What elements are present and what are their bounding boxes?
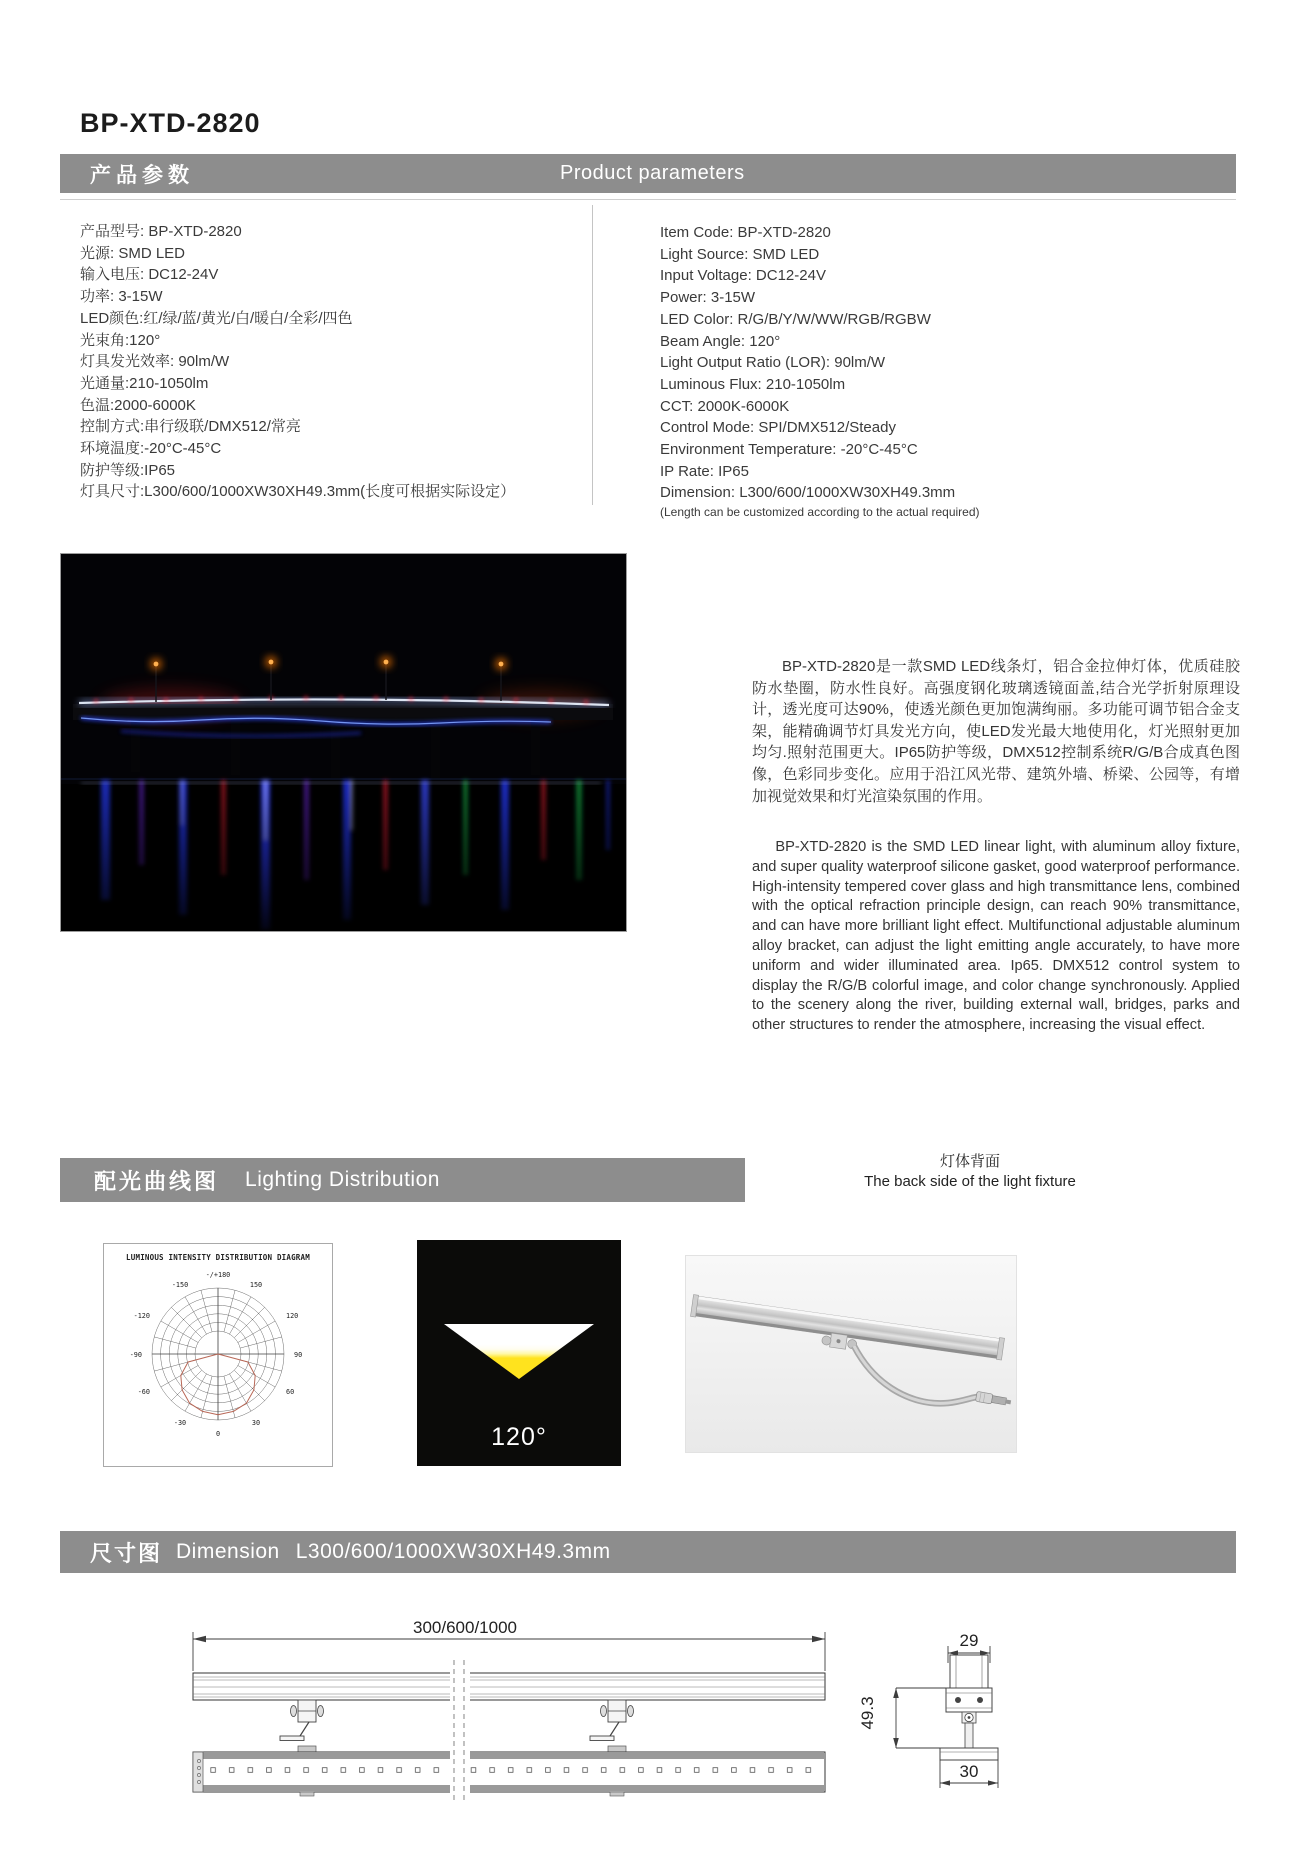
beam-diagram xyxy=(417,1240,621,1466)
header-underline xyxy=(60,199,1236,200)
dim-label-width: 29 xyxy=(959,1631,979,1650)
polar-label-120: 120 xyxy=(286,1312,299,1320)
dim-label-base: 30 xyxy=(959,1762,979,1781)
spec-en-row: IP Rate: IP65 xyxy=(660,462,749,480)
dim-header-size: L300/600/1000XW30XH49.3mm xyxy=(295,1540,611,1563)
spec-en-row: CCT: 2000K-6000K xyxy=(660,397,790,415)
spec-en-row: Environment Temperature: -20°C-45°C xyxy=(660,441,918,459)
spec-zh-row: 防护等级:IP65 xyxy=(80,461,176,479)
spec-zh-row: 光通量:210-1050lm xyxy=(80,374,209,392)
dim-header-en: Dimension xyxy=(176,1540,280,1563)
lighting-header-bar xyxy=(60,1158,745,1202)
spec-en-row: Light Source: SMD LED xyxy=(660,245,820,263)
spec-zh-row: 光束角:120° xyxy=(80,331,161,349)
spec-en-row: LED Color: R/G/B/Y/W/WW/RGB/RGBW xyxy=(660,310,931,328)
back-caption-en: The back side of the light fixture xyxy=(864,1173,1076,1190)
dim-label-height: 49.3 xyxy=(858,1696,877,1730)
polar-label-top: -/+180 xyxy=(205,1271,231,1279)
params-header-en: Product parameters xyxy=(560,162,745,184)
spec-zh-row: 色温:2000-6000K xyxy=(80,396,196,414)
spec-zh-row: 灯具尺寸:L300/600/1000XW30XH49.3mm(长度可根据实际设定） xyxy=(80,483,516,501)
spec-en-row: Luminous Flux: 210-1050lm xyxy=(660,375,846,393)
beam-angle-label: 120° xyxy=(491,1423,547,1451)
polar-label-m120: -120 xyxy=(133,1312,150,1320)
spec-en-row: Beam Angle: 120° xyxy=(660,332,781,350)
break-lines xyxy=(450,1655,470,1805)
front-view xyxy=(193,1746,825,1796)
polar-label-m90: -90 xyxy=(129,1351,142,1359)
polar-label-150: 150 xyxy=(249,1281,263,1289)
spec-zh-row: 环境温度:-20°C-45°C xyxy=(80,440,222,458)
spec-zh-row: 光源: SMD LED xyxy=(80,244,186,262)
lighting-header-en: Lighting Distribution xyxy=(245,1168,440,1191)
specs-en xyxy=(660,222,1220,520)
fixture-photo xyxy=(685,1255,1017,1453)
spec-zh-row: 控制方式:串行级联/DMX512/常亮 xyxy=(80,418,301,436)
height-dimension xyxy=(893,1688,946,1748)
spec-zh-row: LED颜色:红/绿/蓝/黄光/白/暖白/全彩/四色 xyxy=(80,309,353,327)
bridge-photo-illustration xyxy=(61,554,626,931)
spec-en-row: Item Code: BP-XTD-2820 xyxy=(660,224,831,241)
polar-label-30: 30 xyxy=(251,1419,261,1427)
polar-title: LUMINOUS INTENSITY DISTRIBUTION DIAGRAM xyxy=(126,1253,310,1262)
dimension-header-bar xyxy=(60,1531,1236,1573)
spec-en-row: Control Mode: SPI/DMX512/Steady xyxy=(660,419,896,437)
back-caption xyxy=(810,1152,1130,1192)
back-caption-zh: 灯体背面 xyxy=(939,1153,1000,1170)
dim-label-length: 300/600/1000 xyxy=(413,1618,517,1637)
polar-label-90: 90 xyxy=(294,1351,303,1359)
description-en: BP-XTD-2820 is the SMD LED linear light, with aluminum alloy fixture, and super quality waterproof silicone gasket, good waterproof performance. High-intensity tempered cover glass and high transmittance lens, combined with the optical refraction principle design, can reach 90% transmittance, and can have more brilliant light effect. Multifunctional adjustable aluminum alloy bracket, can adjust the light emitting angle accurately, to have more uniform and wider illuminated area. Ip65. DMX512 control system to display the R/G/B colorful image, and color change synchronously. Applied to the scenery along the river, building external wall, bridges, parks and other structures to render the atmosphere, increasing the visual effect. xyxy=(752,839,1240,1034)
specs-divider xyxy=(592,205,593,505)
spec-en-row: Dimension: L300/600/1000XW30XH49.3mm xyxy=(660,484,956,502)
side-view xyxy=(193,1673,825,1741)
spec-en-row: Input Voltage: DC12-24V xyxy=(660,267,826,285)
spec-zh-row: 灯具发光效率: 90lm/W xyxy=(80,353,230,371)
spec-en-row: Power: 3-15W xyxy=(660,289,756,307)
polar-label-60: 60 xyxy=(286,1388,295,1396)
spec-zh-row: 产品型号: BP-XTD-2820 xyxy=(80,223,242,240)
spec-en-note: (Length can be customized according to the actual required) xyxy=(660,505,980,520)
bridge-photo xyxy=(60,553,627,932)
polar-label-m60: -60 xyxy=(137,1388,150,1396)
fixture-illustration xyxy=(686,1256,1016,1452)
lighting-header-zh: 配光曲线图 xyxy=(94,1168,220,1194)
dim-header-zh: 尺寸图 xyxy=(90,1540,163,1566)
polar-label-bottom: 0 xyxy=(215,1430,221,1438)
specs-zh xyxy=(80,221,580,503)
page-title: BP-XTD-2820 xyxy=(80,108,261,138)
polar-chart xyxy=(104,1262,332,1452)
polar-diagram xyxy=(103,1243,333,1467)
spec-zh-row: 输入电压: DC12-24V xyxy=(80,266,219,284)
polar-label-m150: -150 xyxy=(171,1281,189,1289)
spec-zh-row: 功率: 3-15W xyxy=(80,288,163,306)
params-header-zh: 产品参数 xyxy=(90,163,194,187)
description-zh: BP-XTD-2820是一款SMD LED线条灯，铝合金拉伸灯体，优质硅胶防水垫圈，防水性良好。高强度钢化玻璃透镜面盖,结合光学折射原理设计，透光度可达90%，使透光颜色更加饱满绚丽。多功能可调节铝合金支架，能精确调节灯具发光方向，使LED发光最大地使用化，灯光照射更加均匀.照射范围更大。IP65防护等级，DMX512控制系统R/G/B合成真色图像，色彩同步变化。应用于沿江风光带、建筑外墙、桥梁、公园等，有增加视觉效果和灯光渲染氛围的作用。 xyxy=(752,658,1240,805)
spec-en-row: Light Output Ratio (LOR): 90lm/W xyxy=(660,354,886,372)
params-header-bar xyxy=(60,154,1236,193)
polar-label-m30: -30 xyxy=(173,1419,187,1427)
dimension-drawing xyxy=(60,1615,1236,1858)
